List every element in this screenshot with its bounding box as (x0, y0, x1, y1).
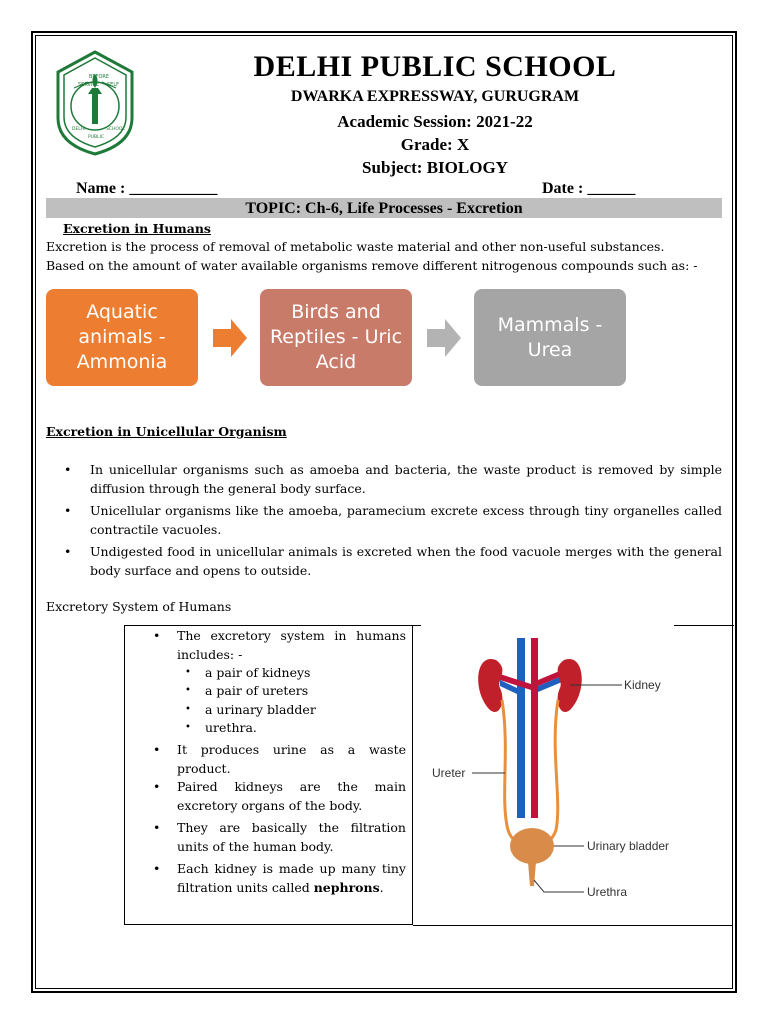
section-heading-excretory-system: Excretory System of Humans (46, 599, 232, 614)
sub-list-item: • a pair of ureters (185, 683, 309, 698)
svg-text:SERVICE: SERVICE (78, 82, 100, 88)
flow-arrow-right-icon (427, 319, 461, 357)
list-item: • Each kidney is made up many tiny filtration units called nephrons. (153, 861, 406, 895)
svg-text:BEFORE: BEFORE (89, 74, 110, 80)
school-name: DELHI PUBLIC SCHOOL (253, 50, 617, 83)
school-logo (52, 48, 138, 158)
section-heading-excretion-humans: Excretion in Humans (63, 221, 211, 236)
sub-list-item: • a pair of kidneys (185, 665, 311, 680)
list-item: • It produces urine as a waste product. (153, 742, 406, 776)
paragraph-definition: Excretion is the process of removal of metabolic waste material and other non-useful substances. (46, 239, 665, 254)
left-kidney (478, 659, 502, 712)
table-border (674, 625, 734, 626)
svg-text:SELF: SELF (107, 82, 119, 88)
list-item: • They are basically the filtration units of the human body. (153, 820, 406, 854)
list-item: • Paired kidneys are the main excretory organs of the body. (153, 779, 406, 813)
flow-box-urea: Mammals - Urea (474, 289, 626, 386)
section-heading-unicellular: Excretion in Unicellular Organism (46, 424, 287, 439)
label-kidney: Kidney (624, 678, 661, 692)
flow-arrow-right-icon (213, 319, 247, 357)
table-border (413, 925, 733, 926)
sub-list-item: • urethra. (185, 720, 257, 735)
grade-label: Grade: X (400, 135, 470, 154)
svg-text:PUBLIC: PUBLIC (88, 135, 105, 140)
label-ureter: Ureter (432, 766, 466, 780)
academic-session: Academic Session: 2021-22 (337, 112, 533, 131)
vena-cava (517, 638, 525, 818)
urethra (528, 862, 536, 886)
label-urethra: Urethra (587, 885, 628, 899)
name-field: Name : ___________ (76, 180, 218, 197)
aorta (531, 638, 538, 818)
paragraph-nitrogenous: Based on the amount of water available organisms remove different nitrogenous compounds such as: - (46, 258, 698, 273)
topic-bar: TOPIC: Ch-6, Life Processes - Excretion (46, 198, 722, 218)
list-item: • Unicellular organisms like the amoeba, paramecium excrete excess through tiny organelles called contractile vacuoles. (64, 503, 722, 537)
svg-text:DELHI: DELHI (72, 127, 86, 132)
list-item: • In unicellular organisms such as amoeba and bacteria, the waste product is removed by simple diffusion through the general body surface. (64, 462, 722, 496)
list-item: • Undigested food in unicellular animals is excreted when the food vacuole merges with the general body surface and opens to outside. (64, 544, 722, 578)
date-field: Date : ______ (542, 180, 636, 197)
flow-box-ammonia: Aquatic animals - Ammonia (46, 289, 198, 386)
nephrons-term: nephrons (313, 879, 380, 895)
flow-box-uric-acid: Birds and Reptiles - Uric Acid (260, 289, 412, 386)
label-urinary-bladder: Urinary bladder (587, 839, 670, 853)
subject-label: Subject: BIOLOGY (362, 158, 508, 177)
excretory-system-diagram (420, 630, 720, 920)
right-ureter (540, 700, 558, 844)
list-item: • The excretory system in humans includes: - (153, 628, 406, 662)
school-address: DWARKA EXPRESSWAY, GURUGRAM (290, 88, 580, 105)
urinary-bladder (510, 828, 554, 864)
sub-list-item: • a urinary bladder (185, 702, 316, 717)
svg-text:SCHOOL: SCHOOL (106, 127, 125, 132)
table-border (413, 625, 421, 626)
